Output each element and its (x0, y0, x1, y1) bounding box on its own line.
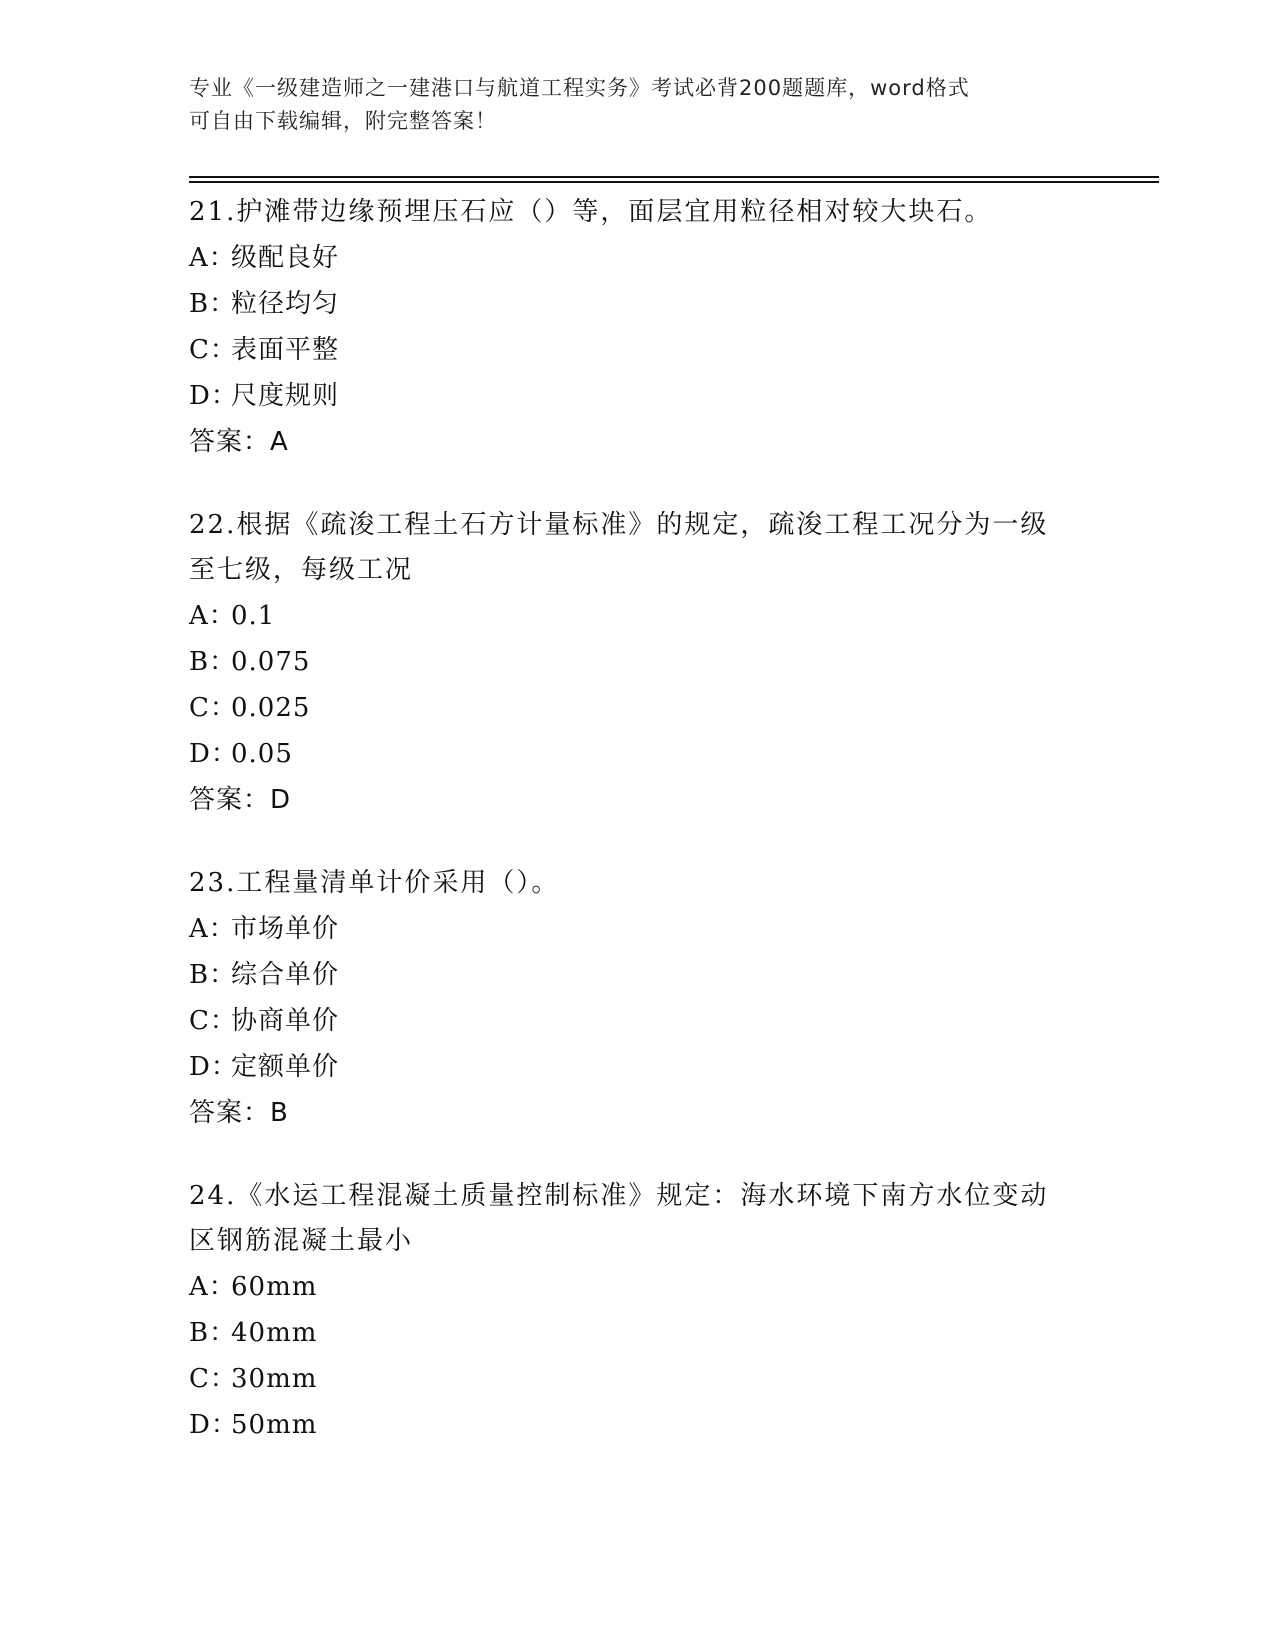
option-letter: D： (189, 1052, 238, 1082)
question-stem (189, 1174, 1129, 1264)
option-text: 0.025 (231, 693, 311, 723)
header-line-2: 可自由下载编辑，附完整答案！ (189, 109, 497, 133)
option-text: 30mm (231, 1364, 318, 1394)
option-text: 0.05 (231, 739, 293, 769)
question-stem-line: 区钢筋混凝土最小 (189, 1226, 414, 1256)
option-letter: A： (189, 243, 236, 273)
option-a (189, 1264, 1129, 1310)
option-letter: B： (189, 289, 237, 319)
option-d (189, 1044, 1129, 1090)
option-b (189, 952, 1129, 998)
header-divider-bottom (189, 181, 1159, 183)
question-21 (189, 190, 1129, 465)
question-stem (189, 190, 1129, 235)
option-text: 0.075 (231, 647, 311, 677)
question-stem-line: 23.工程量清单计价采用（）。 (189, 868, 560, 898)
question-24 (189, 1174, 1129, 1448)
option-d (189, 373, 1129, 419)
option-letter: C： (189, 1006, 237, 1036)
option-c (189, 998, 1129, 1044)
option-letter: A： (189, 914, 236, 944)
question-stem-line: 22.根据《疏浚工程土石方计量标准》的规定，疏浚工程工况分为一级 (189, 510, 1049, 540)
question-stem-line: 至七级，每级工况 (189, 555, 414, 585)
question-list (189, 190, 1129, 1486)
option-text: 定额单价 (231, 1052, 340, 1082)
option-d (189, 731, 1129, 777)
question-22 (189, 503, 1129, 823)
option-letter: B： (189, 647, 237, 677)
option-text: 60mm (231, 1272, 318, 1302)
option-b (189, 281, 1129, 327)
option-letter: D： (189, 381, 238, 411)
option-text: 市场单价 (231, 914, 340, 944)
option-text: 40mm (231, 1318, 318, 1348)
document-header (189, 72, 1089, 138)
option-letter: C： (189, 693, 237, 723)
option-letter: C： (189, 1364, 237, 1394)
option-d (189, 1402, 1129, 1448)
option-c (189, 327, 1129, 373)
option-letter: D： (189, 739, 238, 769)
option-text: 0.1 (231, 601, 276, 631)
option-a (189, 593, 1129, 639)
option-c (189, 1356, 1129, 1402)
answer-label: 答案：D (189, 785, 292, 815)
option-letter: B： (189, 1318, 237, 1348)
option-letter: A： (189, 601, 236, 631)
option-b (189, 1310, 1129, 1356)
answer-label: 答案：B (189, 1098, 289, 1128)
answer-label: 答案：A (189, 427, 289, 457)
question-stem-line: 21.护滩带边缘预埋压石应（）等，面层宜用粒径相对较大块石。 (189, 197, 993, 227)
option-letter: C： (189, 335, 237, 365)
option-letter: B： (189, 960, 237, 990)
option-letter: A： (189, 1272, 236, 1302)
option-b (189, 639, 1129, 685)
question-23 (189, 861, 1129, 1136)
option-text: 尺度规则 (231, 381, 340, 411)
question-stem (189, 861, 1129, 906)
question-stem-line: 24.《水运工程混凝土质量控制标准》规定：海水环境下南方水位变动 (189, 1181, 1049, 1211)
option-text: 粒径均匀 (231, 289, 340, 319)
option-text: 50mm (231, 1410, 318, 1440)
header-line-1: 专业《一级建造师之一建港口与航道工程实务》考试必背200题题库，word格式 (189, 76, 970, 100)
option-letter: D： (189, 1410, 238, 1440)
option-a (189, 906, 1129, 952)
option-a (189, 235, 1129, 281)
option-c (189, 685, 1129, 731)
header-divider-top (189, 176, 1159, 178)
option-text: 协商单价 (231, 1006, 340, 1036)
option-text: 综合单价 (231, 960, 340, 990)
question-stem (189, 503, 1129, 593)
option-text: 级配良好 (231, 243, 340, 273)
option-text: 表面平整 (231, 335, 340, 365)
